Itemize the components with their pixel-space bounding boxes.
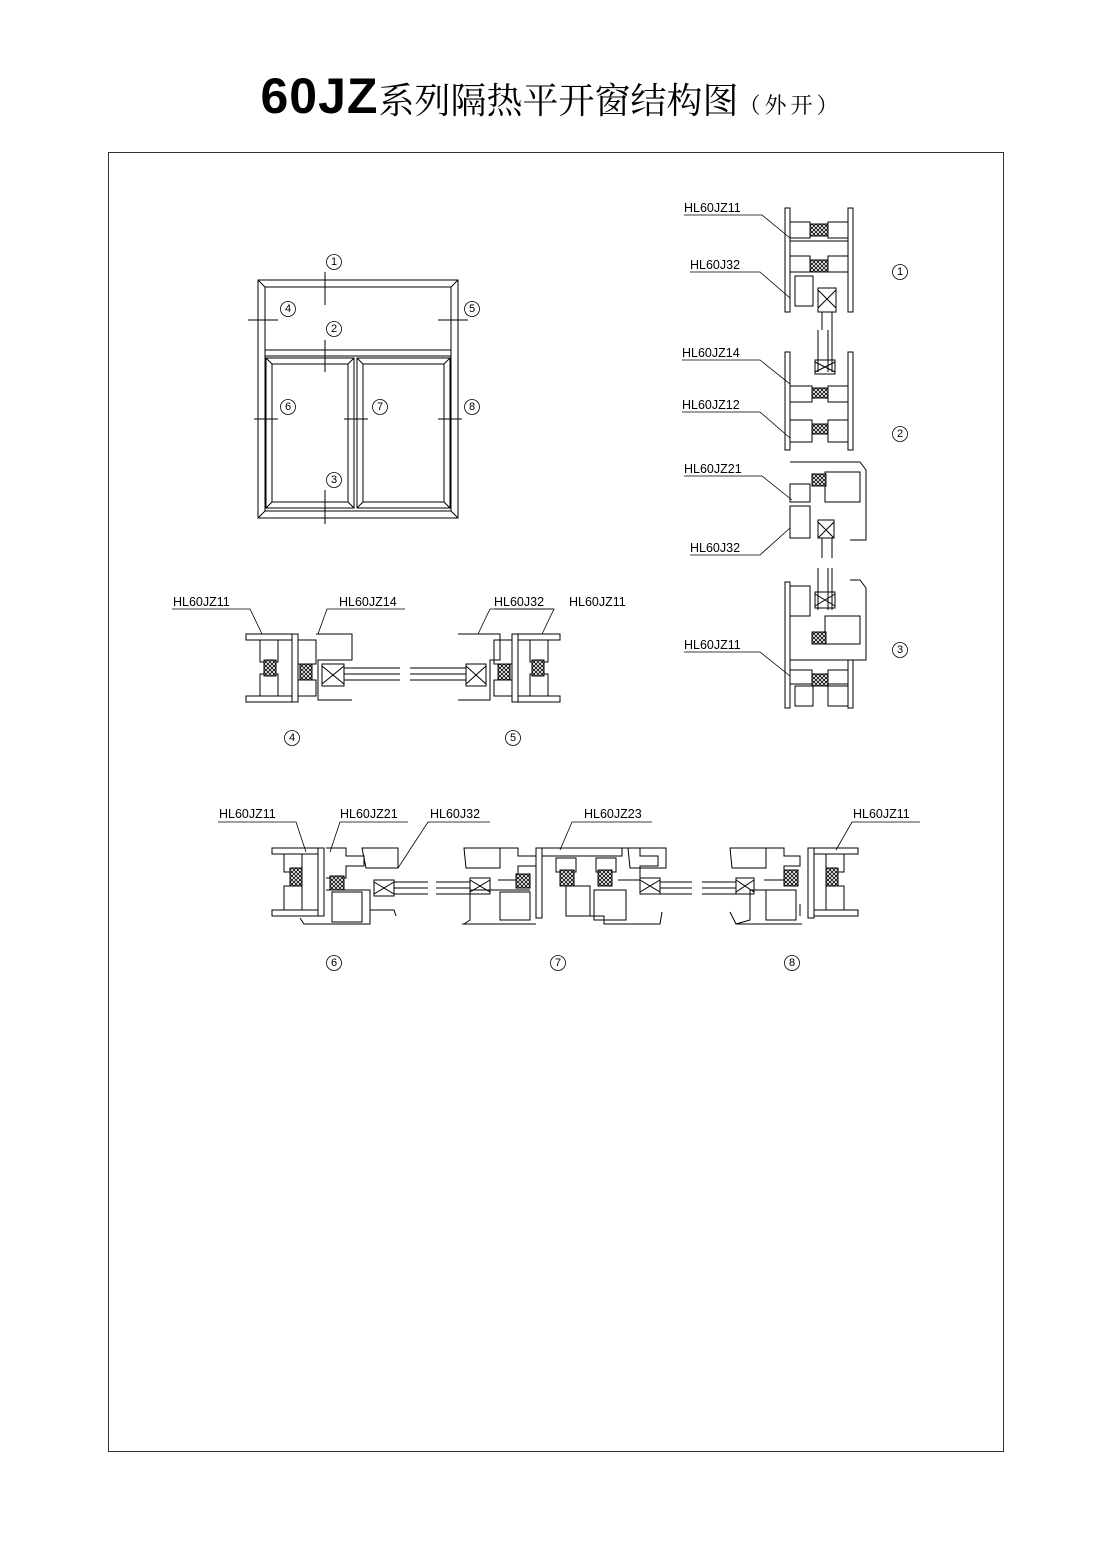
elevation-mark-7: 7 [376, 401, 384, 413]
section-number-7: 7 [554, 957, 562, 969]
label-h8: HL60JZ11 [853, 807, 910, 821]
label-v1-bottom: HL60J32 [690, 258, 741, 272]
label-h5-right: HL60JZ11 [569, 595, 626, 609]
horizontal-section-5 [410, 634, 560, 702]
label-h4-left: HL60JZ11 [173, 595, 230, 609]
section-number-1: 1 [896, 266, 904, 278]
title-code: 60JZ [260, 68, 379, 124]
label-v2-b: HL60JZ12 [682, 398, 740, 412]
label-h4-right: HL60JZ14 [339, 595, 397, 609]
vertical-section-1 [785, 208, 853, 330]
label-v2-d: HL60J32 [690, 541, 741, 555]
label-v2-c: HL60JZ21 [684, 462, 742, 476]
title-name: 系列隔热平开窗结构图 [378, 80, 739, 121]
section-number-8: 8 [788, 957, 796, 969]
label-v3: HL60JZ11 [684, 638, 741, 652]
elevation-mark-6: 6 [284, 401, 292, 413]
horizontal-section-7 [436, 848, 692, 924]
elevation-mark-4: 4 [284, 303, 292, 315]
horizontal-section-4-leaders [172, 609, 405, 746]
vertical-section-3 [785, 568, 866, 708]
label-h6-c: HL60J32 [430, 807, 481, 821]
elevation-mark-8: 8 [468, 401, 476, 413]
horizontal-section-8-leaders [785, 822, 921, 971]
label-v2-a: HL60JZ14 [682, 346, 740, 360]
horizontal-section-4 [246, 634, 400, 702]
section-number-4: 4 [288, 732, 296, 744]
elevation-mark-1: 1 [330, 256, 338, 268]
section-number-3: 3 [896, 644, 904, 656]
label-h7: HL60JZ23 [584, 807, 642, 821]
elevation-mark-2: 2 [330, 323, 338, 335]
elevation-mark-3: 3 [330, 474, 338, 486]
elevation-mark-5: 5 [468, 303, 476, 315]
horizontal-section-6 [272, 848, 428, 924]
label-v1-top: HL60JZ11 [684, 201, 741, 215]
section-number-5: 5 [509, 732, 517, 744]
section-number-6: 6 [330, 957, 338, 969]
vertical-section-2-leaders [682, 360, 908, 555]
label-h5-left: HL60J32 [494, 595, 545, 609]
section-number-2: 2 [896, 428, 904, 440]
vertical-section-2 [785, 330, 866, 558]
label-h6-b: HL60JZ21 [340, 807, 398, 821]
horizontal-section-8 [702, 848, 858, 924]
horizontal-section-5-leaders [478, 609, 554, 746]
horizontal-section-6-leaders [218, 822, 490, 971]
label-h6-a: HL60JZ11 [219, 807, 276, 821]
title-suffix: （外开） [738, 93, 843, 118]
